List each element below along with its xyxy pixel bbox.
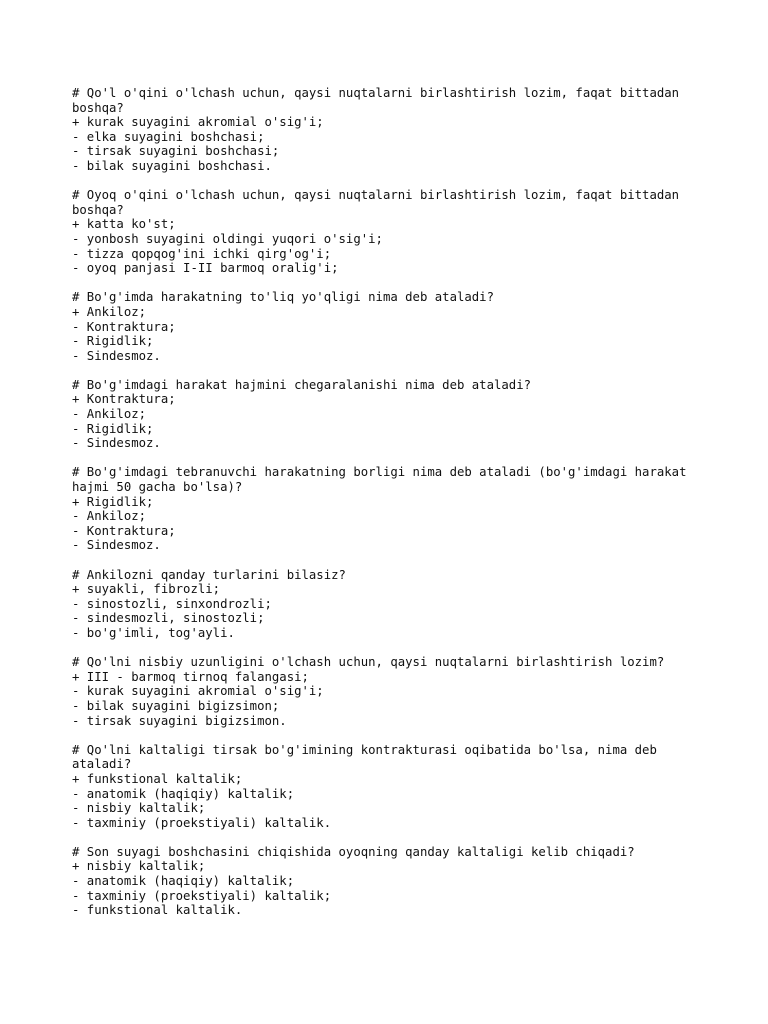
question-text: # Qo'lni nisbiy uzunligini o'lchash uchun, qaysi nuqtalarni birlashtirish lozim? <box>72 655 665 670</box>
question-text: # Bo'g'imdagi tebranuvchi harakatning borligi nima deb ataladi (bo'g'imdagi harakat <box>72 465 687 480</box>
question-block-4 <box>72 378 712 451</box>
wrong-answer: - Kontraktura; <box>72 319 176 334</box>
wrong-answer: - sindesmozli, sinostozli; <box>72 611 265 626</box>
wrong-answer: - Sindesmoz. <box>72 436 161 451</box>
wrong-answer: - sinostozli, sinxondrozli; <box>72 596 272 611</box>
question-text: # Ankilozni qanday turlarini bilasiz? <box>72 567 346 582</box>
wrong-answer: - elka suyagini boshchasi; <box>72 129 265 144</box>
question-block-6 <box>72 568 712 641</box>
wrong-answer: - taxminiy (proekstiyali) kaltalik. <box>72 815 332 830</box>
correct-answer: + kurak suyagini akromial o'sig'i; <box>72 115 324 130</box>
wrong-answer: - bilak suyagini boshchasi. <box>72 158 272 173</box>
wrong-answer: - bo'g'imli, tog'ayli. <box>72 625 235 640</box>
question-text: # Qo'l o'qini o'lchash uchun, qaysi nuqtalarni birlashtirish lozim, faqat bittadan <box>72 86 680 100</box>
wrong-answer: - Rigidlik; <box>72 334 154 349</box>
question-text: # Bo'g'imda harakatning to'liq yo'qligi nima deb ataladi? <box>72 290 494 305</box>
wrong-answer: - Rigidlik; <box>72 421 154 436</box>
wrong-answer: - funkstional kaltalik. <box>72 903 243 918</box>
question-text: # Qo'lni kaltaligi tirsak bo'g'imining kontrakturasi oqibatida bo'lsa, nima deb <box>72 742 657 757</box>
wrong-answer: - Sindesmoz. <box>72 348 161 363</box>
wrong-answer: - taxminiy (proekstiyali) kaltalik; <box>72 888 332 903</box>
correct-answer: + Kontraktura; <box>72 392 176 407</box>
wrong-answer: - nisbiy kaltalik; <box>72 801 206 816</box>
correct-answer: + Rigidlik; <box>72 494 154 509</box>
wrong-answer: - yonbosh suyagini oldingi yuqori o'sig'i; <box>72 231 383 246</box>
wrong-answer: - anatomik (haqiqiy) kaltalik; <box>72 786 295 801</box>
wrong-answer: - tirsak suyagini boshchasi; <box>72 144 280 159</box>
wrong-answer: - Sindesmoz. <box>72 538 161 553</box>
question-text: boshqa? <box>72 100 124 115</box>
question-text: # Bo'g'imdagi harakat hajmini chegaralanishi nima deb ataladi? <box>72 377 532 392</box>
wrong-answer: - Ankiloz; <box>72 407 147 422</box>
question-text: ataladi? <box>72 757 132 772</box>
question-text: boshqa? <box>72 202 124 217</box>
wrong-answer: - kurak suyagini akromial o'sig'i; <box>72 684 324 699</box>
wrong-answer: - Ankiloz; <box>72 509 147 524</box>
question-block-8 <box>72 743 712 831</box>
question-block-2 <box>72 188 712 276</box>
question-block-7 <box>72 655 712 728</box>
correct-answer: + katta ko'st; <box>72 217 176 232</box>
correct-answer: + nisbiy kaltalik; <box>72 859 206 874</box>
wrong-answer: - Kontraktura; <box>72 523 176 538</box>
question-text: # Oyoq o'qini o'lchash uchun, qaysi nuqtalarni birlashtirish lozim, faqat bittadan <box>72 188 680 203</box>
wrong-answer: - tirsak suyagini bigizsimon. <box>72 713 287 728</box>
question-block-3 <box>72 290 712 363</box>
correct-answer: + Ankiloz; <box>72 304 147 319</box>
correct-answer: + funkstional kaltalik; <box>72 771 243 786</box>
wrong-answer: - bilak suyagini bigizsimon; <box>72 698 280 713</box>
wrong-answer: - anatomik (haqiqiy) kaltalik; <box>72 874 295 889</box>
question-text: # Son suyagi boshchasini chiqishida oyoqning qanday kaltaligi kelib chiqadi? <box>72 844 635 859</box>
question-block-1 <box>72 86 712 174</box>
correct-answer: + III - barmoq tirnoq falangasi; <box>72 669 309 684</box>
document-page <box>72 86 712 932</box>
question-block-9 <box>72 845 712 918</box>
wrong-answer: - oyoq panjasi I-II barmoq oralig'i; <box>72 261 339 276</box>
question-text: hajmi 50 gacha bo'lsa)? <box>72 480 243 495</box>
question-block-5 <box>72 465 712 553</box>
wrong-answer: - tizza qopqog'ini ichki qirg'og'i; <box>72 246 332 261</box>
correct-answer: + suyakli, fibrozli; <box>72 582 221 597</box>
